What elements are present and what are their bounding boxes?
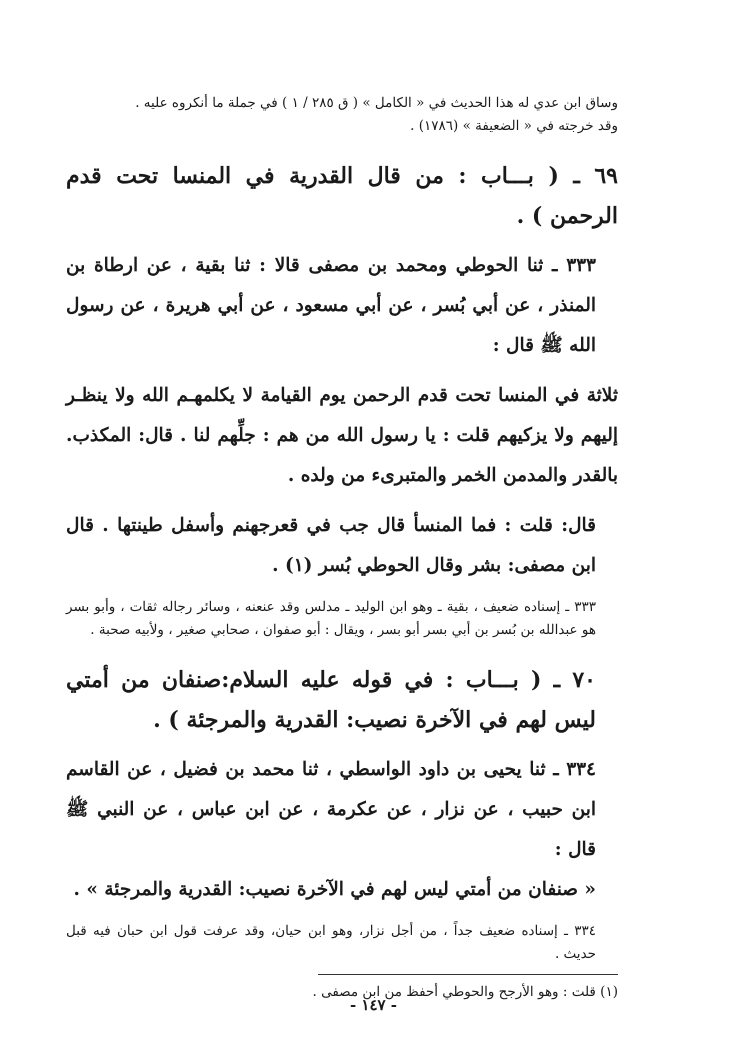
chapter-70-heading: ٧٠ ـ ( بـــاب : في قوله عليه السلام:صنفان من أمتي ليس لهم في الآخرة نصيب: القدرية والمرجئة ) . — [66, 667, 596, 733]
hadith-333-comment — [66, 506, 618, 586]
chapter-69-heading: ٦٩ ـ ( بـــاب : من قال القدرية في المنسا تحت قدم الرحمن ) . — [66, 163, 618, 229]
hadith-333-comment-text: قال: قلت : فما المنسأ قال جب في قعرجهنم وأسفل طينتها . قال ابن مصفى: بشر وقال الحوطي بُسر — [66, 515, 596, 576]
page-number: - ١٤٧ - — [349, 996, 398, 1014]
hadith-333-matn: ثلاثة في المنسا تحت قدم الرحمن يوم القيامة لا يكلمهـم الله ولا ينظـر إليهم ولا يزكيهم قلت : يا رسول الله من هم : جلِّهم لنا . قال: المكذب. بالقدر والمدمن الخمر والمتبرىء من ولده . — [66, 385, 618, 486]
hadith-334-isnad: ٣٣٤ ـ ثنا يحيى بن داود الواسطي ، ثنا محمد بن فضيل ، عن القاسم ابن حبيب ، عن نزار ، عن عكرمة ، عن ابن عباس ، عن النبي ﷺ قال : — [66, 759, 596, 860]
top-note-line-2: وقد خرجته في « الضعيفة » (١٧٨٦) . — [410, 118, 618, 134]
page-body — [66, 92, 618, 1003]
hadith-334-note: ٣٣٤ ـ إسناده ضعيف جداً ، من أجل نزار، وهو ابن حيان، وقد عرفت قول ابن حبان فيه قبل حديث . — [66, 923, 596, 962]
hadith-333-note: ٣٣٣ ـ إسناده ضعيف ، بقية ـ وهو ابن الوليد ـ مدلس وقد عنعنه ، وسائر رجاله ثقات ، وأبو بسر هو عبدالله بن بُسر بن أبي بسر أبو بسر ، ويقال : أبو صفوان ، صحابي صغير ، ولأبيه صحبة . — [66, 599, 596, 638]
footnote-divider — [318, 974, 618, 975]
hadith-333-isnad: ٣٣٣ ـ ثنا الحوطي ومحمد بن مصفى قالا : ثنا بقية ، عن ارطاة بن المنذر ، عن أبي بُسر ، عن أبي مسعود ، عن أبي هريرة ، عن رسول الله ﷺ قال : — [66, 255, 596, 356]
footnote-marker: (١) . — [272, 555, 319, 576]
top-note-line-1: وساق ابن عدي له هذا الحديث في « الكامل » ( ق ٢٨٥ / ١ ) في جملة ما أنكروه عليه . — [135, 95, 618, 111]
footnote-1: (١) قلت : وهو الأرجح والحوطي أحفظ من ابن مصفى . — [312, 984, 618, 1000]
hadith-334-matn: « صنفان من أمتي ليس لهم في الآخرة نصيب: القدرية والمرجئة » . — [73, 879, 596, 900]
